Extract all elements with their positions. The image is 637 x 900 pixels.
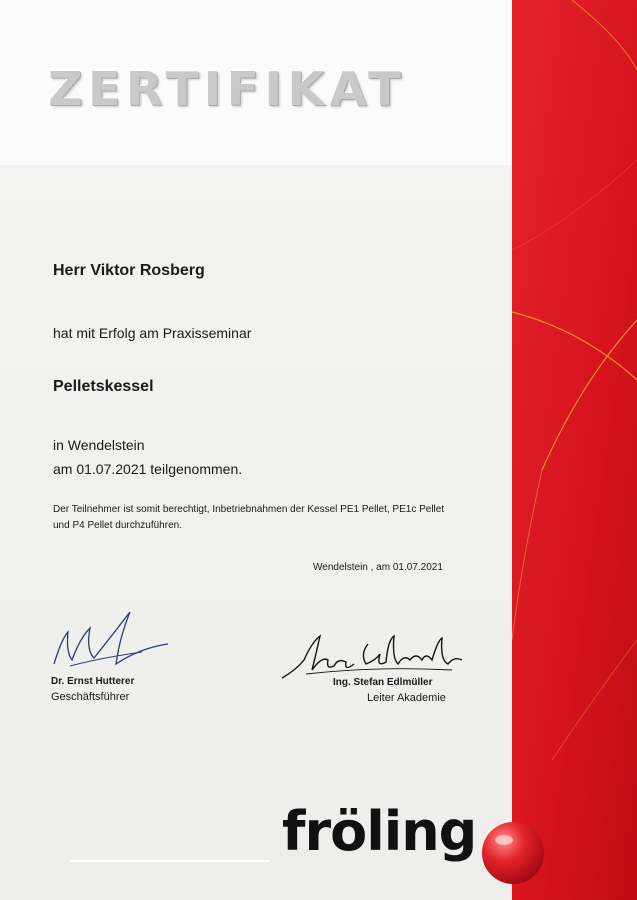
signer-left-role: Geschäftsführer bbox=[51, 691, 130, 703]
place-date: Wendelstein , am 01.07.2021 bbox=[313, 562, 443, 573]
completion-text: am 01.07.2021 teilgenommen. bbox=[53, 461, 243, 477]
signer-right-name: Ing. Stefan Edlmüller bbox=[333, 677, 433, 688]
red-side-panel bbox=[512, 0, 637, 900]
certificate-title: ZERTIFIKAT bbox=[48, 62, 406, 116]
signature-left bbox=[50, 608, 170, 683]
brand-logo: fröling bbox=[282, 800, 477, 863]
signer-right-role: Leiter Akademie bbox=[367, 692, 446, 704]
authorization-note: Der Teilnehmer ist somit berechtigt, Inbetriebnahmen der Kessel PE1 Pellet, PE1c Pellet und P4 Pellet durchzuführen. bbox=[53, 504, 445, 531]
logo-underline bbox=[70, 860, 270, 862]
signer-left-name: Dr. Ernst Hutterer bbox=[51, 676, 135, 687]
brand-ball-icon bbox=[480, 820, 546, 891]
course-name: Pelletskessel bbox=[53, 378, 154, 395]
participant-name: Herr Viktor Rosberg bbox=[53, 262, 205, 279]
location-text: in Wendelstein bbox=[53, 437, 145, 453]
intro-text: hat mit Erfolg am Praxisseminar bbox=[53, 325, 252, 341]
